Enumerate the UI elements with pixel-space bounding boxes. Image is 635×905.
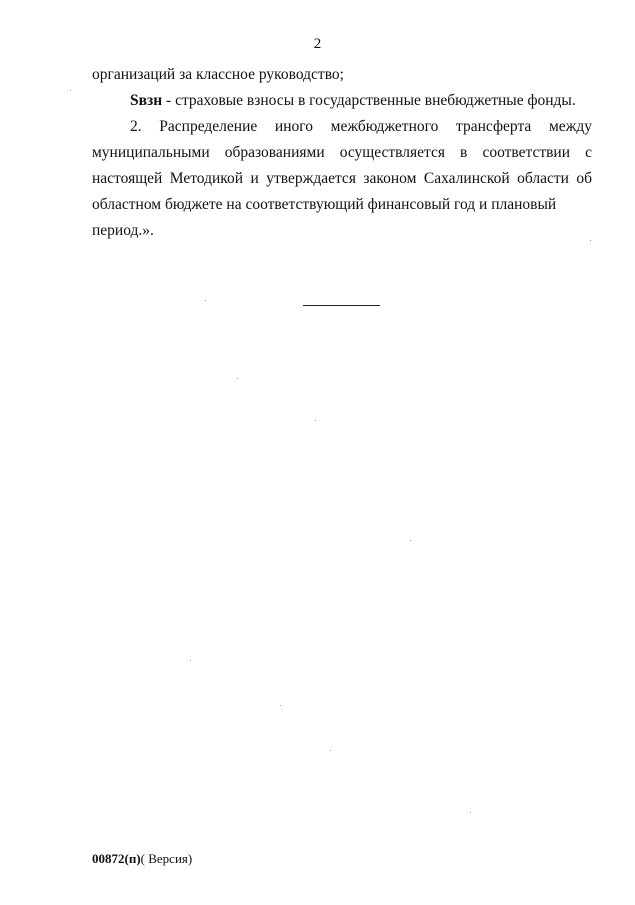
separator-line — [303, 305, 380, 306]
svzn-term: Sвзн — [130, 92, 163, 109]
scan-speck — [315, 420, 316, 421]
paragraph-2-main: 2. Распределение иного межбюджетного трансферта между муниципальными образованиями осуществляется в соответствии с настоящей Методикой и утверждается законом Сахалинской области об областном бюджете на соответствующий финансовый год и плановый — [92, 118, 592, 213]
scan-speck — [470, 812, 471, 813]
text-line-classroom: организаций за классное руководство; — [92, 66, 344, 83]
svzn-definition: - страховые взносы в государственные внебюджетные фонды. — [162, 92, 576, 109]
scan-speck — [205, 300, 206, 301]
page-number: 2 — [313, 36, 322, 52]
scan-speck — [237, 378, 238, 379]
document-code — [92, 851, 192, 867]
paragraph-2 — [92, 114, 592, 244]
paragraph-2-tail: период.». — [92, 222, 154, 239]
scan-speck — [280, 705, 281, 706]
document-code-version: ( Версия) — [140, 851, 193, 866]
scan-speck — [590, 240, 591, 241]
scan-speck — [70, 90, 71, 91]
scan-speck — [410, 540, 411, 541]
scan-speck — [330, 750, 331, 751]
scan-speck — [190, 660, 191, 661]
paragraph-svzn — [92, 88, 592, 114]
document-code-number: 00872(п) — [92, 851, 141, 866]
